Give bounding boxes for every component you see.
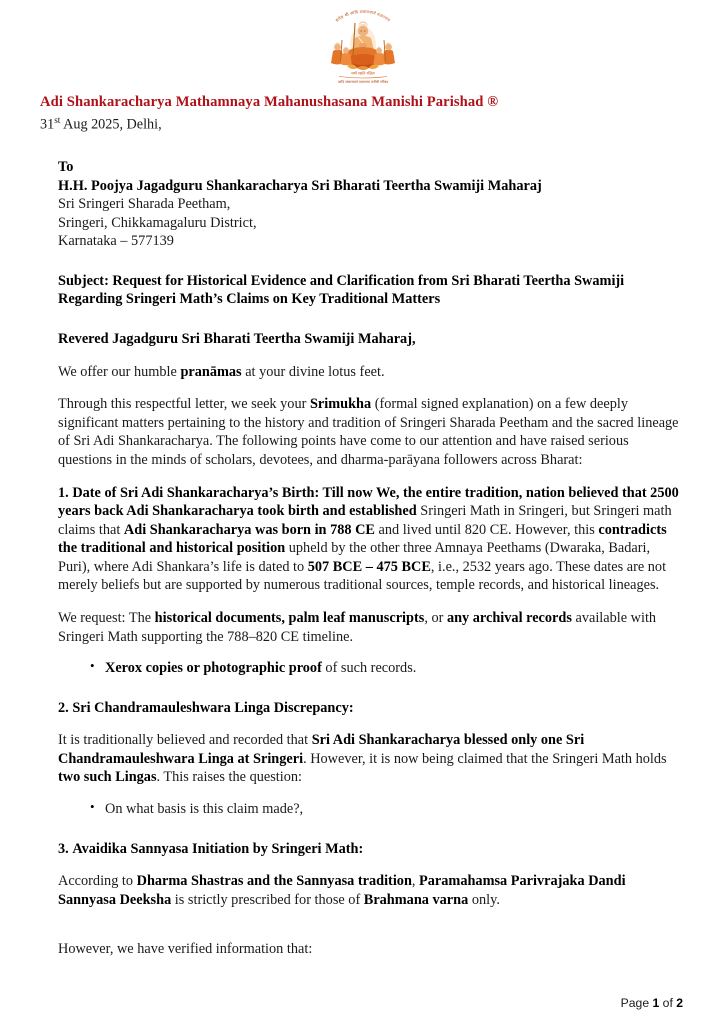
pranam-paragraph — [58, 363, 681, 382]
bullet-1-bold: Xerox copies or photographic proof — [105, 660, 322, 677]
address-line-3: Karnataka – 577139 — [58, 233, 174, 250]
section-1-text-3: upheld by the other three Amnaya Peethams (Dwaraka, Badari, Puri), where Adi Shankara’s life is dated to — [58, 540, 651, 575]
list-item — [105, 800, 681, 819]
section-2-heading-line — [58, 699, 681, 718]
salutation — [58, 330, 681, 349]
subject-text-2: Regarding Sringeri Math’s Claims on Key Traditional Matters — [58, 291, 441, 308]
address-to-label — [58, 158, 681, 177]
footer-page-total: 2 — [676, 996, 683, 1010]
request-text-1: We request: The — [58, 609, 155, 626]
section-1-bullet-list — [58, 659, 681, 678]
intro-pre: Through this respectful letter, we seek your — [58, 396, 310, 413]
section-2-bold-2: two such Lingas — [58, 769, 157, 786]
bullet-1-rest: of such records. — [321, 660, 417, 677]
section-3-text-4: only. — [468, 891, 500, 908]
to-label-text: To — [58, 158, 74, 175]
date-ordinal-suffix: st — [54, 114, 61, 125]
section-1-text-2: and lived until 820 CE. However, this — [374, 521, 599, 538]
intro-paragraph — [58, 395, 681, 469]
adi-shankaracharya-seal-icon — [311, 6, 415, 86]
request-bold-2: any archival records — [446, 609, 572, 626]
section-2-number: 2. — [58, 699, 69, 716]
section-3-heading: Avaidika Sannyasa Initiation by Sringeri Math: — [72, 840, 364, 857]
section-3-text-3: is strictly prescribed for those of — [171, 891, 364, 908]
intro-post: (formal signed explanation) on a few deeply significant matters pertaining to the history and tradition of Sringeri Sharada Peetham and the sacred lineage of Sri Adi Shankaracharya. The following points have come to our attention and have raised serious questions in the minds of scholars, devotees, and dharma-parāyana followers across Bharat: — [58, 396, 679, 468]
footer-page-of: of — [659, 996, 677, 1010]
section-3-number: 3. — [58, 840, 69, 857]
section-3-closing: However, we have verified information that: — [58, 941, 313, 958]
section-1-text-4: , i.e., 2532 years ago. These dates are not merely beliefs but are supported by numerous traditional sources, temple records, and historical lineages. — [58, 558, 667, 594]
section-3-bold-1: Dharma Shastras and the Sannyasa tradition — [136, 873, 412, 890]
section-1-bold-1: Till now We, the entire tradition, nation believed that 2500 years back Adi Shankaracharya took birth and established — [58, 484, 679, 520]
section-3-bold-2: Paramahamsa Parivrajaka Dandi Sannyasa Deeksha — [58, 873, 626, 908]
salutation-text: Revered Jagadguru Sri Bharati Teertha Swamiji Maharaj, — [58, 331, 416, 348]
pranam-pre: We offer our humble — [58, 363, 181, 380]
section-3-paragraph — [58, 872, 681, 909]
request-text-2: , or — [424, 609, 447, 626]
page-number-footer — [621, 996, 683, 1010]
subject-line-1 — [58, 272, 681, 291]
section-3-text-2: , — [411, 873, 420, 890]
section-2-paragraph — [58, 731, 681, 787]
disciple-left-2 — [340, 47, 351, 66]
section-2-bold-1: Sri Adi Shankaracharya blessed only one Sri Chandramauleshwara Linga at Sringeri — [58, 732, 585, 767]
section-1-bold-4: 507 BCE – 475 BCE — [307, 558, 431, 575]
section-1-text-1: Sringeri Math in Sringeri, but Sringeri math claims that — [58, 503, 672, 538]
section-1-request — [58, 609, 681, 646]
pranam-term: pranāmas — [180, 363, 242, 380]
footer-page-current: 1 — [652, 996, 660, 1010]
section-2-text-1: It is traditionally believed and recorded that — [58, 732, 312, 749]
pranam-post: at your divine lotus feet. — [241, 363, 385, 380]
date-rest: Aug 2025, Delhi, — [60, 116, 162, 133]
subject-line-2 — [58, 290, 681, 309]
section-1-bold-3: contradicts the traditional and historical position — [58, 521, 667, 557]
recipient-name: H.H. Poojya Jagadguru Shankaracharya Sri Bharati Teertha Swamiji Maharaj — [58, 177, 542, 194]
section-2-bullet-list — [58, 800, 681, 819]
request-text-3: available with Sringeri Math supporting the 788–820 CE timeline. — [58, 609, 657, 645]
organization-title: Adi Shankaracharya Mathamnaya Mahanushasana Manishi Parishad ® — [40, 94, 499, 110]
address-line-2: Sringeri, Chikkamagaluru District, — [58, 214, 257, 231]
date-day: 31 — [40, 116, 55, 133]
footer-page-label: Page — [620, 996, 653, 1010]
subject-text-1: Subject: Request for Historical Evidence and Clarification from Sri Bharati Teertha Swamiji — [58, 272, 625, 289]
srimukha-term: Srimukha — [309, 396, 372, 413]
svg-text:सर्वज्ञ श्री आदि शंकराचार्य मठ: सर्वज्ञ श्री आदि शंकराचार्य मठाम्नाय — [334, 8, 391, 23]
request-bold-1: historical documents, palm leaf manuscripts — [154, 609, 425, 626]
section-1-bold-2: Adi Shankaracharya was born in 788 CE — [123, 521, 375, 538]
svg-text:धर्मो रक्षति रक्षितः: धर्मो रक्षति रक्षितः — [350, 70, 375, 76]
letterhead — [40, 0, 685, 134]
section-1-number: 1. — [58, 484, 69, 501]
section-3-heading-line — [58, 840, 681, 859]
section-1-paragraph — [58, 484, 681, 595]
bullet-2-rest: On what basis is this claim made?, — [105, 801, 304, 818]
svg-text:आदि शंकराचार्य मठाम्नाय मनीषी: आदि शंकराचार्य मठाम्नाय मनीषी परिषद — [337, 80, 388, 84]
section-2-heading: Sri Chandramauleshwara Linga Discrepancy: — [72, 699, 354, 716]
list-item — [105, 659, 681, 678]
address-line-1: Sri Sringeri Sharada Peetham, — [58, 196, 231, 213]
section-3-bold-3: Brahmana varna — [363, 891, 469, 908]
section-2-text-3: . This raises the question: — [156, 769, 302, 786]
section-1-heading: Date of Sri Adi Shankaracharya’s Birth: — [72, 484, 320, 501]
address-recipient — [58, 177, 681, 196]
section-3-text-1: According to — [58, 873, 137, 890]
letter-body — [40, 158, 685, 959]
section-2-text-2: . However, it is now being claimed that the Sringeri Math holds — [303, 750, 667, 767]
letter-date — [40, 115, 685, 134]
